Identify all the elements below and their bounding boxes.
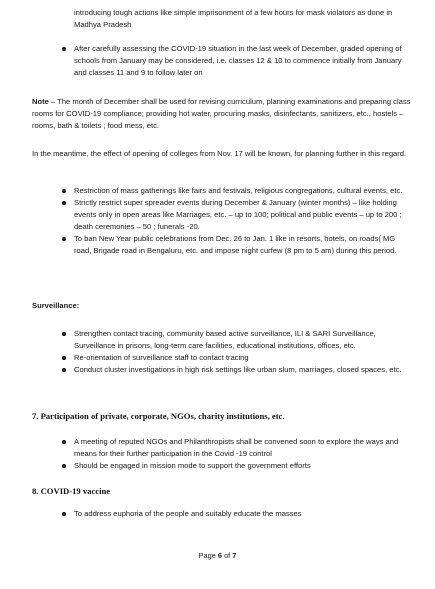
list-item: To ban New Year public celebrations from Dec. 26 to Jan. 1 like in resorts, hotels, on roads( MG road, Brigade road in Bengaluru, etc. and impose night curfew (8 pm to 5 am) during this period.	[60, 233, 414, 257]
list-item: Strengthen contact tracing, community based active surveillance, ILI & SARI Surveillance, Surveillance in prisons, long-term care facilities, educational institutions, offices, etc.	[60, 328, 414, 352]
bullet-icon	[62, 189, 66, 193]
bullet-icon	[62, 237, 66, 241]
section-8-heading: 8. COVID-19 vaccine	[32, 486, 111, 496]
bullet-icon	[62, 47, 66, 51]
list-item: Should be engaged in mission mode to support the government efforts	[60, 460, 414, 472]
list-item: Conduct cluster investigations in high risk settings like urban slum, marriages, closed spaces, etc.	[60, 364, 414, 376]
meantime-paragraph: In the meantime, the effect of opening of colleges from Nov. 17 will be known, for planning further in this regard.	[32, 149, 407, 158]
surveillance-list	[60, 328, 414, 376]
bullet-icon	[62, 512, 66, 516]
bullet-icon	[62, 368, 66, 372]
list-item: Re-orientation of surveillance staff to contact tracing	[60, 352, 414, 364]
surveillance-heading: Surveillance:	[32, 301, 80, 310]
page-number-footer: Page 6 of 7	[198, 551, 237, 560]
note-paragraph	[32, 96, 414, 132]
current-page-number: 6	[217, 551, 223, 560]
school-opening-list	[60, 43, 414, 79]
section-7-list	[60, 436, 414, 472]
list-item: A meeting of reputed NGOs and Philanthropists shall be convened soon to explore the ways and means for their further participation in the Covid -19 control	[60, 436, 414, 460]
continued-bullet-text: introducing tough actions like simple imprisonment of a few hours for mask violators as done in Madhya Pradesh	[74, 8, 393, 29]
section-7-heading: 7. Participation of private, corporate, NGOs, charity institutions, etc.	[32, 411, 285, 421]
bullet-icon	[62, 332, 66, 336]
section-8-list	[60, 508, 414, 520]
note-text: – The month of December shall be used for revising curriculum, planning examinations and preparing class rooms for COVID-19 compliance; providing hot water, procuring masks, disinfectants, sanitizers, etc., hostels – rooms, bath & toilets ; food mess, etc.	[32, 97, 411, 130]
list-item: To address euphoria of the people and suitably educate the masses	[60, 508, 414, 520]
bullet-icon	[62, 356, 66, 360]
gathering-restrictions-list	[60, 185, 414, 257]
note-label: Note	[32, 97, 49, 106]
bullet-icon	[62, 201, 66, 205]
bullet-icon	[62, 464, 66, 468]
total-page-count: 7	[232, 551, 237, 560]
list-item: Restriction of mass gatherings like fairs and festivals, religious congregations, cultural events, etc.	[60, 185, 414, 197]
list-item: Strictly restrict super spreader events during December & January (winter months) – like holding events only in open areas like Marriages, etc. – up to 100; political and public events – up to 200 ; death ceremonies – 50 ; funerals -20.	[60, 197, 414, 233]
list-item: After carefully assessing the COVID-19 situation in the last week of December, graded opening of schools from January may be considered, i.e. classes 12 & 10 to commence initially from January and classes 11 and 9 to follow later on	[60, 43, 414, 79]
bullet-icon	[62, 440, 66, 444]
